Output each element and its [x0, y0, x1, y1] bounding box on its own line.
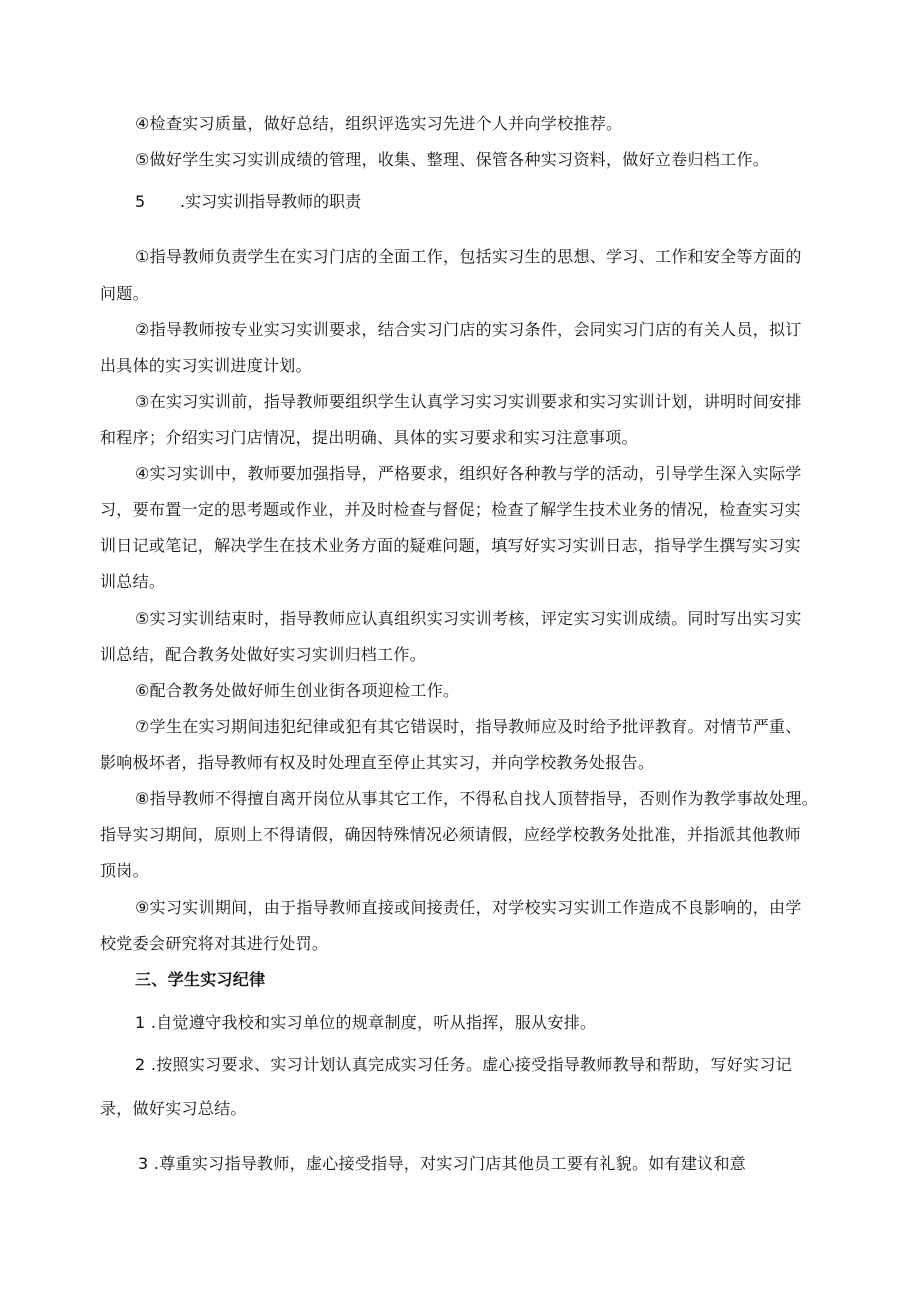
duty-4-line-4: 训总结。	[100, 572, 166, 591]
duty-2-line-2: 出具体的实习实训进度计划。	[100, 356, 312, 375]
section-heading-discipline: 三、学生实习纪律	[135, 970, 266, 989]
duty-3-line-1: ③在实习实训前，指导教师要组织学生认真学习实习实训要求和实习实训计划，讲明时间安排	[135, 392, 802, 411]
duty-7-line-2: 影响极坏者，指导教师有权及时处理直至停止其实习，并向学校教务处报告。	[100, 753, 655, 772]
duty-9-line-2: 校党委会研究将对其进行处罚。	[100, 934, 329, 953]
duty-9-line-1: ⑨实习实训期间，由于指导教师直接或间接责任，对学校实习实训工作造成不良影响的，由学	[135, 898, 802, 917]
duty-6-line-1: ⑥配合教务处做好师生创业街各项迎检工作。	[135, 681, 460, 700]
duty-7-line-1: ⑦学生在实习期间违犯纪律或犯有其它错误时，指导教师应及时给予批评教育。对情节严重、	[135, 717, 802, 736]
duty-4-line-2: 习，要布置一定的思考题或作业，并及时检查与督促；检查了解学生技术业务的情况，检查实习实	[100, 500, 801, 519]
rule-3-line-1: 3 .尊重实习指导教师，虚心接受指导，对实习门店其他员工要有礼貌。如有建议和意	[138, 1154, 747, 1173]
paragraph-grade-management: ⑤做好学生实习实训成绩的管理，收集、整理、保管各种实习资料，做好立卷归档工作。	[135, 150, 770, 169]
duty-4-line-3: 训日记或笔记，解决学生在技术业务方面的疑难问题，填写好实习实训日志，指导学生撰写实习实	[100, 536, 801, 555]
duty-8-line-1: ⑧指导教师不得擅自离开岗位从事其它工作，不得私自找人顶替指导，否则作为教学事故处理。	[135, 789, 818, 808]
duty-5-line-1: ⑤实习实训结束时，指导教师应认真组织实习实训考核，评定实习实训成绩。同时写出实习实	[135, 609, 802, 628]
duty-4-line-1: ④实习实训中，教师要加强指导，严格要求，组织好各种教与学的活动，引导学生深入实际学	[135, 464, 802, 483]
duty-1-line-1: ①指导教师负责学生在实习门店的全面工作，包括实习生的思想、学习、工作和安全等方面的	[135, 247, 802, 266]
section-heading-teacher-duties: .实习实训指导教师的职责	[180, 192, 362, 211]
section-number: 5	[135, 192, 146, 211]
duty-8-line-2: 指导实习期间，原则上不得请假，确因特殊情况必须请假，应经学校教务处批准，并指派其他教师	[100, 825, 801, 844]
duty-3-line-2: 和程序；介绍实习门店情况，提出明确、具体的实习要求和实习注意事项。	[100, 428, 638, 447]
rule-2-line-1: 2 .按照实习要求、实习计划认真完成实习任务。虚心接受指导教师教导和帮助，写好实习记	[135, 1055, 792, 1074]
duty-5-line-2: 训总结，配合教务处做好实习实训归档工作。	[100, 645, 427, 664]
rule-1: 1 .自觉遵守我校和实习单位的规章制度，听从指挥，服从安排。	[135, 1013, 597, 1032]
paragraph-quality-check: ④检查实习质量，做好总结，组织评选实习先进个人并向学校推荐。	[135, 114, 623, 133]
rule-2-line-2: 录，做好实习总结。	[100, 1099, 247, 1118]
duty-1-line-2: 问题。	[100, 284, 149, 303]
duty-8-line-3: 顶岗。	[100, 861, 149, 880]
duty-2-line-1: ②指导教师按专业实习实训要求，结合实习门店的实习条件，会同实习门店的有关人员，拟订	[135, 320, 802, 339]
